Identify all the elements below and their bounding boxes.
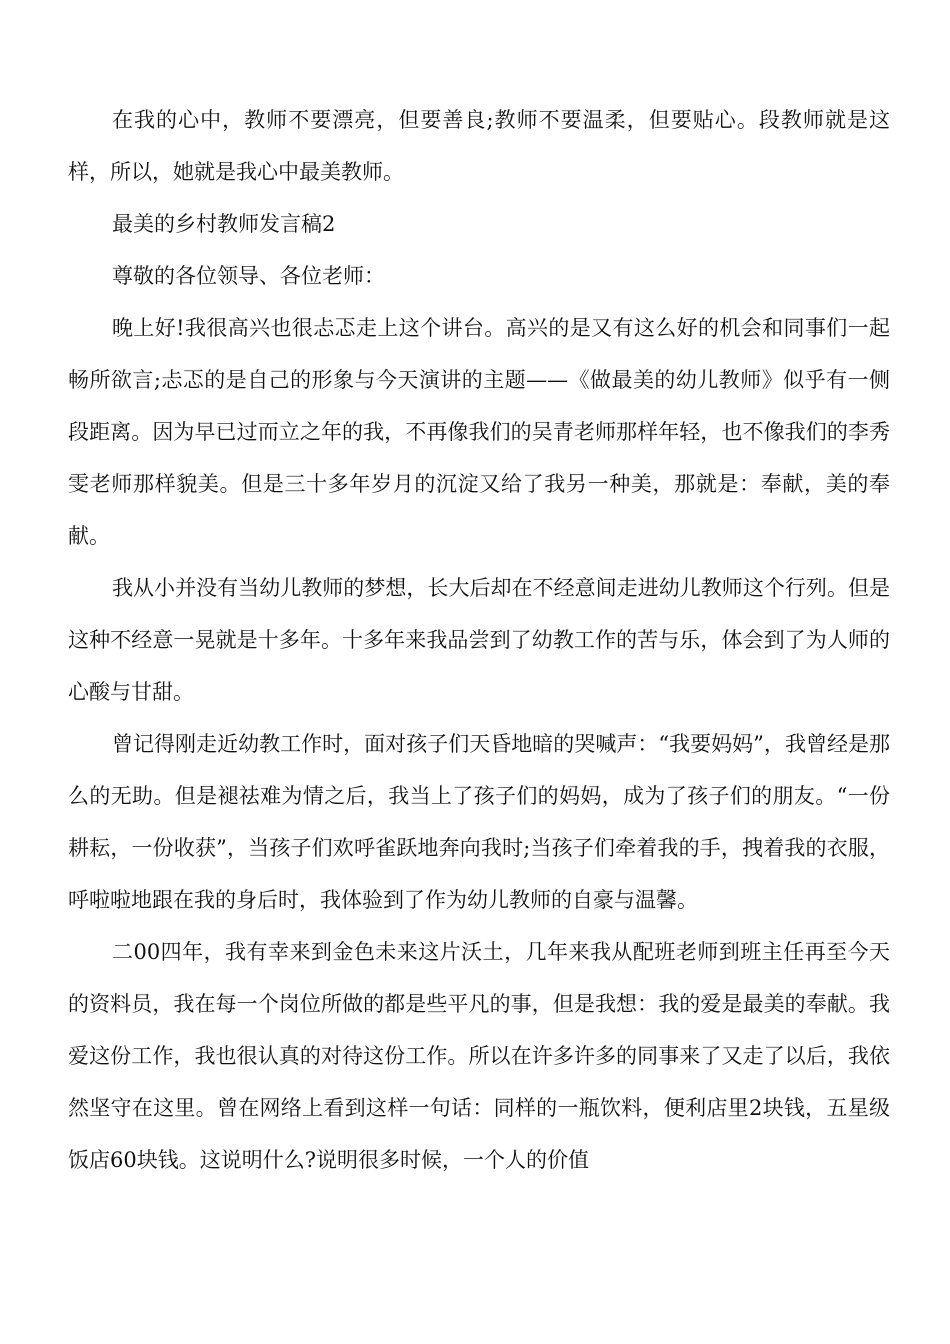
document-body	[68, 94, 890, 1186]
paragraph-closing-remark: 在我的心中，教师不要漂亮，但要善良;教师不要温柔，但要贴心。段教师就是这样，所以，她就是我心中最美教师。	[68, 108, 890, 184]
paragraph-memories: 曾记得刚走近幼教工作时，面对孩子们天昏地暗的哭喊声：“我要妈妈”，我曾经是那么的无助。但是褪祛难为情之后，我当上了孩子们的妈妈，成为了孩子们的朋友。“一份耕耘，一份收获”，当孩子们欢呼雀跃地奔向我时;当孩子们牵着我的手，拽着我的衣服，呼啦啦地跟在我的身后时，我体验到了作为幼儿教师的自豪与温馨。	[68, 732, 890, 912]
paragraph-opening: 晚上好!我很高兴也很忐忑走上这个讲台。高兴的是又有这么好的机会和同事们一起畅所欲言;忐忑的是自己的形象与今天演讲的主题——《做最美的幼儿教师》似乎有一侧段距离。因为早已过而立之年的我，不再像我们的吴青老师那样年轻，也不像我们的李秀雯老师那样貌美。但是三十多年岁月的沉淀又给了我另一种美，那就是：奉献，美的奉献。	[68, 316, 890, 548]
salutation: 尊敬的各位领导、各位老师：	[112, 264, 385, 288]
paragraph-2004: 二00四年，我有幸来到金色未来这片沃土，几年来我从配班老师到班主任再至今天的资料员，我在每一个岗位所做的都是些平凡的事，但是我想：我的爱是最美的奉献。我爱这份工作，我也很认真的对待这份工作。所以在许多许多的同事来了又走了以后，我依然坚守在这里。曾在网络上看到这样一句话：同样的一瓶饮料，便利店里2块钱，五星级饭店60块钱。这说明什么?说明很多时候，一个人的价值	[68, 940, 890, 1172]
speech-title: 最美的乡村教师发言稿2	[112, 212, 336, 236]
paragraph-career-start: 我从小并没有当幼儿教师的梦想，长大后却在不经意间走进幼儿教师这个行列。但是这种不经意一晃就是十多年。十多年来我品尝到了幼教工作的苦与乐，体会到了为人师的心酸与甘甜。	[68, 576, 890, 704]
